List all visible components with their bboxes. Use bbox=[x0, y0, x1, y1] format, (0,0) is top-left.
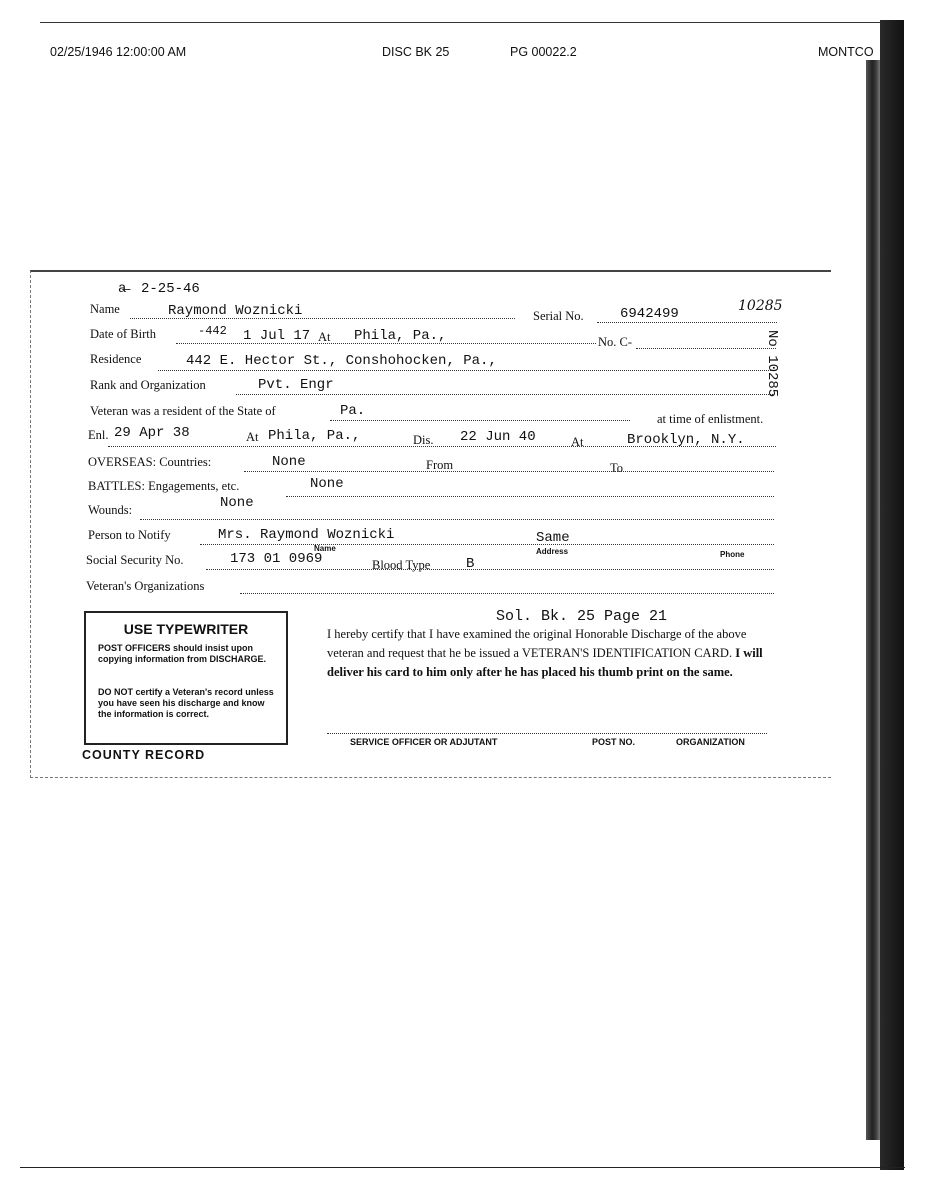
notify-label: Person to Notify bbox=[88, 528, 171, 542]
battles-value: None bbox=[310, 476, 344, 492]
vertical-number: No 10285 bbox=[764, 330, 780, 398]
notify-address: Same bbox=[536, 530, 570, 546]
date-prefix: a̶ bbox=[118, 281, 127, 297]
wounds-value: None bbox=[220, 495, 254, 511]
resident-line bbox=[330, 420, 630, 421]
box-title: USE TYPEWRITER bbox=[123, 621, 249, 637]
bottom-rule bbox=[20, 1167, 905, 1168]
serial-line bbox=[597, 322, 777, 323]
county-record: COUNTY RECORD bbox=[82, 748, 206, 762]
residence-value: 442 E. Hector St., Conshohocken, Pa., bbox=[186, 353, 497, 369]
box-paragraph-2: DO NOT certify a Veteran's record unless you have seen his discharge and know the information is correct. bbox=[98, 687, 274, 719]
dob-at: At bbox=[318, 330, 331, 344]
noc-label: No. C- bbox=[598, 335, 633, 349]
battles-label: BATTLES: Engagements, etc. bbox=[88, 479, 240, 493]
dis-value: 22 Jun 40 bbox=[460, 429, 536, 445]
handwritten-number: 10285 bbox=[738, 298, 783, 314]
dob-strike: -442 bbox=[198, 324, 227, 338]
enl-line bbox=[108, 446, 776, 447]
dob-label: Date of Birth bbox=[90, 327, 156, 341]
dis-label: Dis. bbox=[413, 433, 434, 447]
enlistment-suffix: at time of enlistment. bbox=[657, 412, 764, 426]
enl-place: Phila, Pa., bbox=[268, 428, 361, 444]
header-page: PG 00022.2 bbox=[510, 45, 577, 59]
certification-text-2: I will deliver his card to him only after he has placed his thumb print on the same. bbox=[327, 646, 763, 679]
from-label: From bbox=[426, 458, 454, 472]
scan-edge bbox=[866, 60, 880, 1140]
rank-label: Rank and Organization bbox=[90, 378, 206, 392]
enl-label: Enl. bbox=[88, 428, 109, 442]
dis-place: Brooklyn, N.Y. bbox=[627, 432, 745, 448]
resident-value: Pa. bbox=[340, 403, 366, 419]
orgs-label: Veteran's Organizations bbox=[86, 579, 205, 593]
residence-line bbox=[158, 370, 773, 371]
dob-place: Phila, Pa., bbox=[354, 328, 447, 344]
phone-caption: Phone bbox=[720, 550, 745, 559]
certification-text-1: I hereby certify that I have examined the original Honorable Discharge of the above veteran and request that he be issued a VETERAN'S IDENTIFICATION CARD. bbox=[327, 627, 747, 660]
header-timestamp: 02/25/1946 12:00:00 AM bbox=[50, 45, 187, 59]
ssn-label: Social Security No. bbox=[86, 553, 184, 567]
enl-at: At bbox=[246, 430, 259, 444]
orgs-line bbox=[240, 593, 774, 594]
top-rule bbox=[40, 22, 890, 23]
to-label: To bbox=[610, 461, 624, 475]
noc-line bbox=[636, 348, 776, 349]
sig-org-caption: ORGANIZATION bbox=[676, 737, 745, 747]
notify-line bbox=[200, 544, 774, 545]
rank-value: Pvt. Engr bbox=[258, 377, 334, 393]
dob-value: 1 Jul 17 bbox=[243, 328, 311, 344]
battles-line bbox=[286, 496, 774, 497]
notify-value: Mrs. Raymond Woznicki bbox=[218, 527, 395, 543]
serial-value: 6942499 bbox=[620, 306, 679, 322]
date-stamp: 2-25-46 bbox=[141, 281, 200, 297]
scan-edge-shadow bbox=[880, 20, 904, 1170]
ssn-value: 173 01 0969 bbox=[230, 551, 323, 567]
name-label: Name bbox=[90, 302, 120, 316]
use-typewriter-box bbox=[84, 611, 288, 745]
rank-line bbox=[236, 394, 773, 395]
certification-text bbox=[327, 625, 772, 682]
signature-line bbox=[327, 733, 767, 734]
serial-label: Serial No. bbox=[533, 309, 584, 323]
resident-label: Veteran was a resident of the State of bbox=[90, 404, 276, 418]
sig-post-caption: POST NO. bbox=[592, 737, 636, 747]
wounds-line bbox=[140, 519, 774, 520]
ssn-line bbox=[206, 569, 774, 570]
residence-label: Residence bbox=[90, 352, 142, 366]
name-caption: Name bbox=[314, 544, 336, 553]
blood-label: Blood Type bbox=[372, 558, 431, 572]
book-reference: Sol. Bk. 25 Page 21 bbox=[496, 608, 668, 625]
name-value: Raymond Woznicki bbox=[168, 303, 303, 319]
wounds-label: Wounds: bbox=[88, 503, 133, 517]
enl-value: 29 Apr 38 bbox=[114, 425, 190, 441]
blood-value: B bbox=[466, 556, 475, 572]
header-county: MONTCO bbox=[818, 45, 874, 59]
address-caption: Address bbox=[536, 547, 569, 556]
sig-officer-caption: SERVICE OFFICER OR ADJUTANT bbox=[350, 737, 498, 747]
overseas-label: OVERSEAS: Countries: bbox=[88, 455, 212, 469]
overseas-line bbox=[244, 471, 774, 472]
dis-at: At bbox=[571, 435, 584, 449]
header-book: DISC BK 25 bbox=[382, 45, 450, 59]
overseas-value: None bbox=[272, 454, 306, 470]
box-paragraph-1: POST OFFICERS should insist upon copying information from DISCHARGE. bbox=[98, 643, 267, 664]
